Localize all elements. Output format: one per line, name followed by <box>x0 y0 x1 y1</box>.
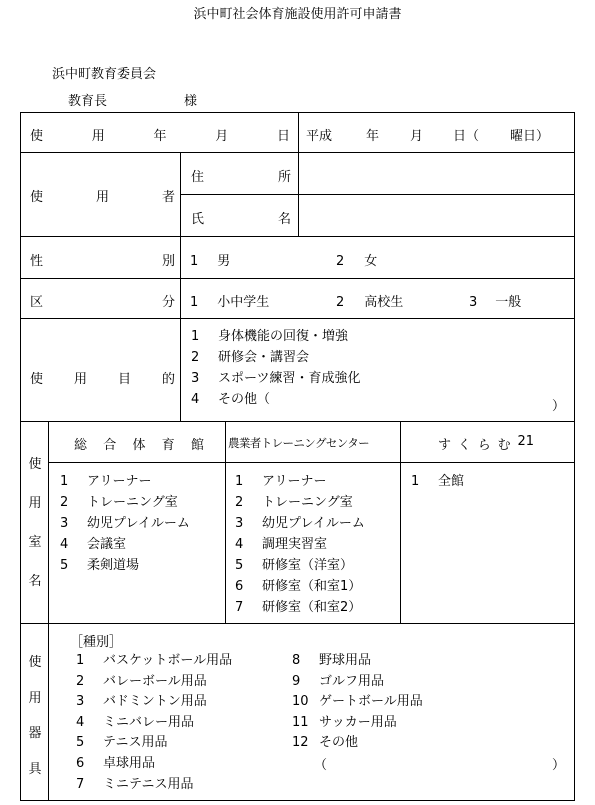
address-label: 住 所 <box>191 170 291 185</box>
equipment-other-field[interactable] <box>330 754 548 772</box>
room-item[interactable]: 4 調理実習室 <box>235 537 328 552</box>
equipment-label: 使 用 器 具 <box>28 655 42 777</box>
room-item[interactable]: 1 全館 <box>411 474 465 489</box>
purpose-item[interactable]: 3 スポーツ練習・育成強化 <box>191 371 361 386</box>
gender-label: 性 別 <box>30 254 175 269</box>
equipment-item[interactable]: 7 ミニテニス用品 <box>76 776 194 792</box>
addressee-name: 教育長 <box>68 94 108 109</box>
category-option-student[interactable]: 1 小中学生 <box>190 295 270 310</box>
facility-header-sukuramu: す く ら む 21 <box>438 434 534 453</box>
equipment-item[interactable]: 2 バレーボール用品 <box>76 673 207 689</box>
purpose-other-field[interactable] <box>282 396 548 416</box>
room-item[interactable]: 2 トレーニング室 <box>60 495 178 510</box>
equipment-item[interactable]: 10 ゲートボール用品 <box>292 694 423 710</box>
name-field[interactable] <box>300 196 572 234</box>
room-item[interactable]: 1 アリーナー <box>235 474 327 489</box>
date-label: 使 用 年 月 日 <box>30 129 290 144</box>
equipment-other-close: ） <box>552 758 566 773</box>
purpose-close-paren: ） <box>552 399 566 414</box>
date-weekday-field[interactable] <box>486 118 508 146</box>
gender-option-male[interactable]: 1 男 <box>190 254 231 269</box>
addressee-honorific: 様 <box>184 94 198 109</box>
facility-header-gym: 総 合 体 育 館 <box>74 438 204 453</box>
room-item[interactable]: 2 トレーニング室 <box>235 495 353 510</box>
date-day-field[interactable] <box>424 118 452 146</box>
address-field[interactable] <box>300 154 572 192</box>
equipment-item[interactable]: 1 バスケットボール用品 <box>76 653 233 668</box>
room-item[interactable]: 4 会議室 <box>60 537 127 552</box>
date-weekday: 曜日） <box>510 129 550 144</box>
equipment-item[interactable]: 5 テニス用品 <box>76 735 168 751</box>
gender-option-female[interactable]: 2 女 <box>336 254 378 269</box>
date-month-field[interactable] <box>380 118 408 146</box>
purpose-item[interactable]: 4 その他（ <box>191 392 271 407</box>
room-item[interactable]: 5 柔剣道場 <box>60 558 140 573</box>
room-item[interactable]: 7 研修室（和室2） <box>235 600 362 615</box>
equipment-item[interactable]: 9 ゴルフ用品 <box>292 673 385 689</box>
rooms-sukuramu-list <box>411 471 464 492</box>
purpose-item[interactable]: 1 身体機能の回復・増強 <box>191 329 349 344</box>
room-item[interactable]: 1 アリーナー <box>60 474 152 489</box>
equipment-item[interactable]: 6 卓球用品 <box>76 755 156 771</box>
date-day: 日（ <box>453 129 480 144</box>
equipment-list-right <box>292 651 423 754</box>
rooms-training-center-list <box>235 471 365 618</box>
room-item[interactable]: 3 幼児プレイルーム <box>235 516 365 531</box>
date-year-field[interactable] <box>336 118 364 146</box>
equipment-list-left <box>76 651 232 795</box>
form-title: 浜中町社会体育施設使用許可申請書 <box>193 7 402 22</box>
rooms-gym-list <box>60 471 190 576</box>
category-option-general[interactable]: 3 一般 <box>469 295 522 310</box>
user-label: 使 用 者 <box>30 190 175 205</box>
date-year: 年 <box>366 129 380 144</box>
rooms-label: 使 用 室 名 <box>28 457 42 589</box>
equipment-item[interactable]: 3 バドミントン用品 <box>76 694 207 710</box>
date-month: 月 <box>410 129 424 144</box>
purpose-label: 使 用 目 的 <box>30 372 175 387</box>
room-item[interactable]: 3 幼児プレイルーム <box>60 516 190 531</box>
equipment-item[interactable]: 12 その他 <box>292 735 359 751</box>
room-item[interactable]: 6 研修室（和室1） <box>235 579 362 594</box>
category-label: 区 分 <box>30 295 175 310</box>
equipment-item[interactable]: 4 ミニバレー用品 <box>76 714 195 730</box>
equipment-heading: ［種別］ <box>70 635 123 650</box>
addressee-org: 浜中町教育委員会 <box>52 67 157 82</box>
room-item[interactable]: 5 研修室（洋室） <box>235 558 354 573</box>
equipment-item[interactable]: 11 サッカー用品 <box>292 714 397 730</box>
name-label: 氏 名 <box>191 212 291 227</box>
equipment-item[interactable]: 8 野球用品 <box>292 653 372 668</box>
category-option-highschool[interactable]: 2 高校生 <box>336 295 404 310</box>
purpose-item[interactable]: 2 研修会・講習会 <box>191 350 310 365</box>
facility-header-training-center: 農業者トレーニングセンター <box>228 436 370 450</box>
equipment-other-open: （ <box>314 758 328 773</box>
date-era: 平成 <box>306 129 333 144</box>
